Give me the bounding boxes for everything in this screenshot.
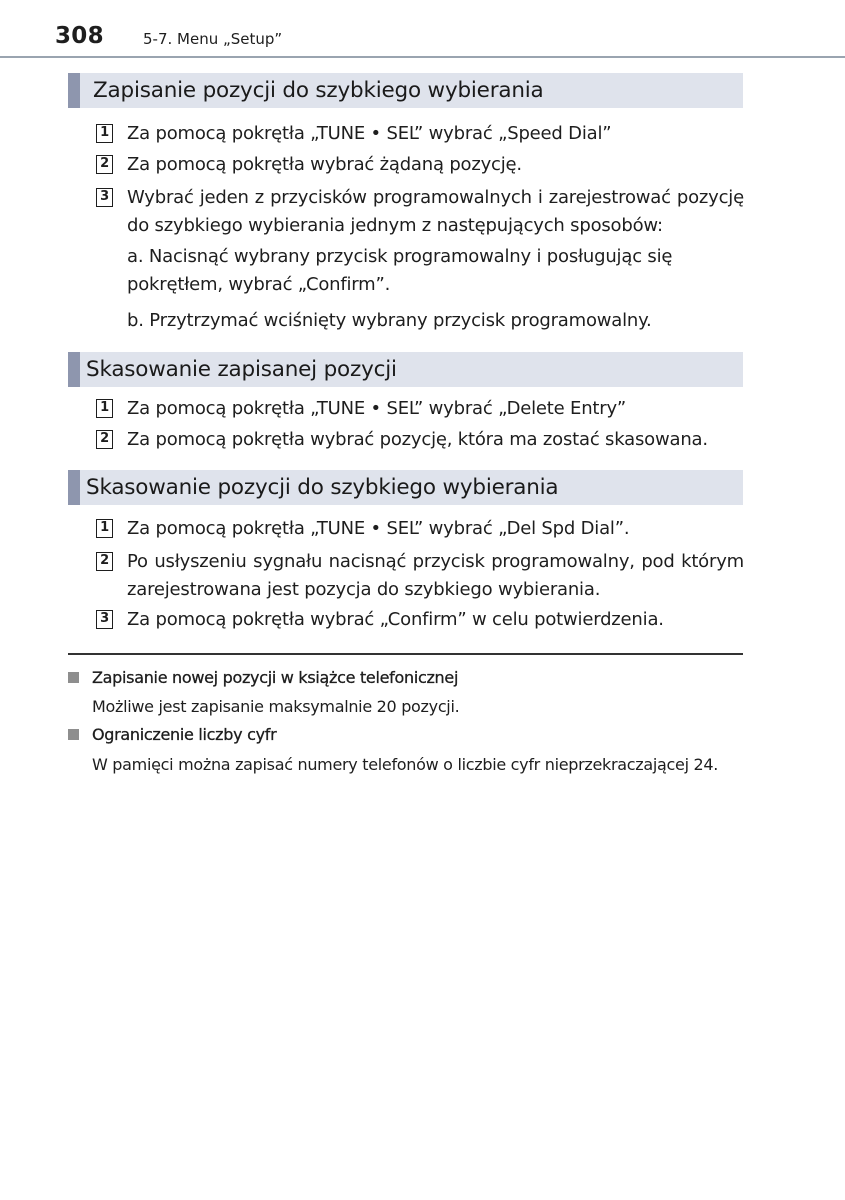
- step-text: Po usłyszeniu sygnału nacisnąć przycisk programowalny, pod którym zarejestrowana jest pozycja do szybkiego wybierania.: [127, 551, 744, 600]
- note-title: [68, 724, 276, 746]
- substep-letter: b.: [127, 310, 144, 331]
- step-1: [96, 515, 746, 543]
- substep-text: Nacisnąć wybrany przycisk programowalny i posługując się pokrętłem, wybrać „Confirm”.: [127, 246, 673, 295]
- step-number: 1: [96, 519, 113, 538]
- step-text: Za pomocą pokrętła „TUNE • SEL” wybrać „Delete Entry”: [127, 398, 627, 419]
- step-1: [96, 395, 746, 423]
- section-heading-save-speed-dial: [68, 73, 743, 108]
- section-heading-text: Zapisanie pozycji do szybkiego wybierania: [93, 78, 544, 103]
- note-title-text: Zapisanie nowej pozycji w książce telefonicznej: [92, 668, 459, 687]
- square-bullet-icon: [68, 672, 79, 683]
- square-bullet-icon: [68, 729, 79, 740]
- step-text: Za pomocą pokrętła wybrać żądaną pozycję.: [127, 154, 522, 175]
- notes-divider: [68, 653, 743, 655]
- step-number: 1: [96, 124, 113, 143]
- step-number: 3: [96, 610, 113, 629]
- step-text: Za pomocą pokrętła „TUNE • SEL” wybrać „Speed Dial”: [127, 123, 612, 144]
- step-number: 2: [96, 552, 113, 571]
- step-2: [96, 548, 746, 604]
- page-header: [0, 0, 845, 58]
- note-body: Możliwe jest zapisanie maksymalnie 20 pozycji.: [92, 697, 460, 716]
- step-number: 3: [96, 188, 113, 207]
- section-heading-delete-speed-dial: [68, 470, 743, 505]
- section-heading-text: Skasowanie zapisanej pozycji: [86, 357, 397, 382]
- section-heading-text: Skasowanie pozycji do szybkiego wybierania: [86, 475, 559, 500]
- substep-a: [127, 243, 744, 299]
- step-text: Wybrać jeden z przycisków programowalnych i zarejestrować pozycję do szybkiego wybierania jednym z następujących sposobów:: [127, 187, 744, 236]
- step-text: Za pomocą pokrętła „TUNE • SEL” wybrać „Del Spd Dial”.: [127, 518, 630, 539]
- step-2: [96, 426, 746, 454]
- step-number: 2: [96, 155, 113, 174]
- substep-text: Przytrzymać wciśnięty wybrany przycisk programowalny.: [149, 310, 652, 331]
- step-text: Za pomocą pokrętła wybrać pozycję, która ma zostać skasowana.: [127, 429, 708, 450]
- step-number: 2: [96, 430, 113, 449]
- section-heading-delete-entry: [68, 352, 743, 387]
- header-divider: [0, 56, 845, 58]
- substep-letter: a.: [127, 246, 144, 267]
- note-body: W pamięci można zapisać numery telefonów o liczbie cyfr nieprzekraczającej 24.: [92, 755, 719, 774]
- step-number: 1: [96, 399, 113, 418]
- substep-b: [127, 307, 744, 335]
- step-1: [96, 120, 746, 148]
- step-3: [96, 606, 746, 634]
- step-2: [96, 151, 746, 179]
- chapter-title: 5-7. Menu „Setup”: [143, 30, 283, 48]
- step-3: [96, 184, 746, 240]
- note-title: [68, 667, 458, 689]
- note-title-text: Ograniczenie liczby cyfr: [92, 725, 277, 744]
- page-number: 308: [55, 23, 104, 49]
- step-text: Za pomocą pokrętła wybrać „Confirm” w celu potwierdzenia.: [127, 609, 664, 630]
